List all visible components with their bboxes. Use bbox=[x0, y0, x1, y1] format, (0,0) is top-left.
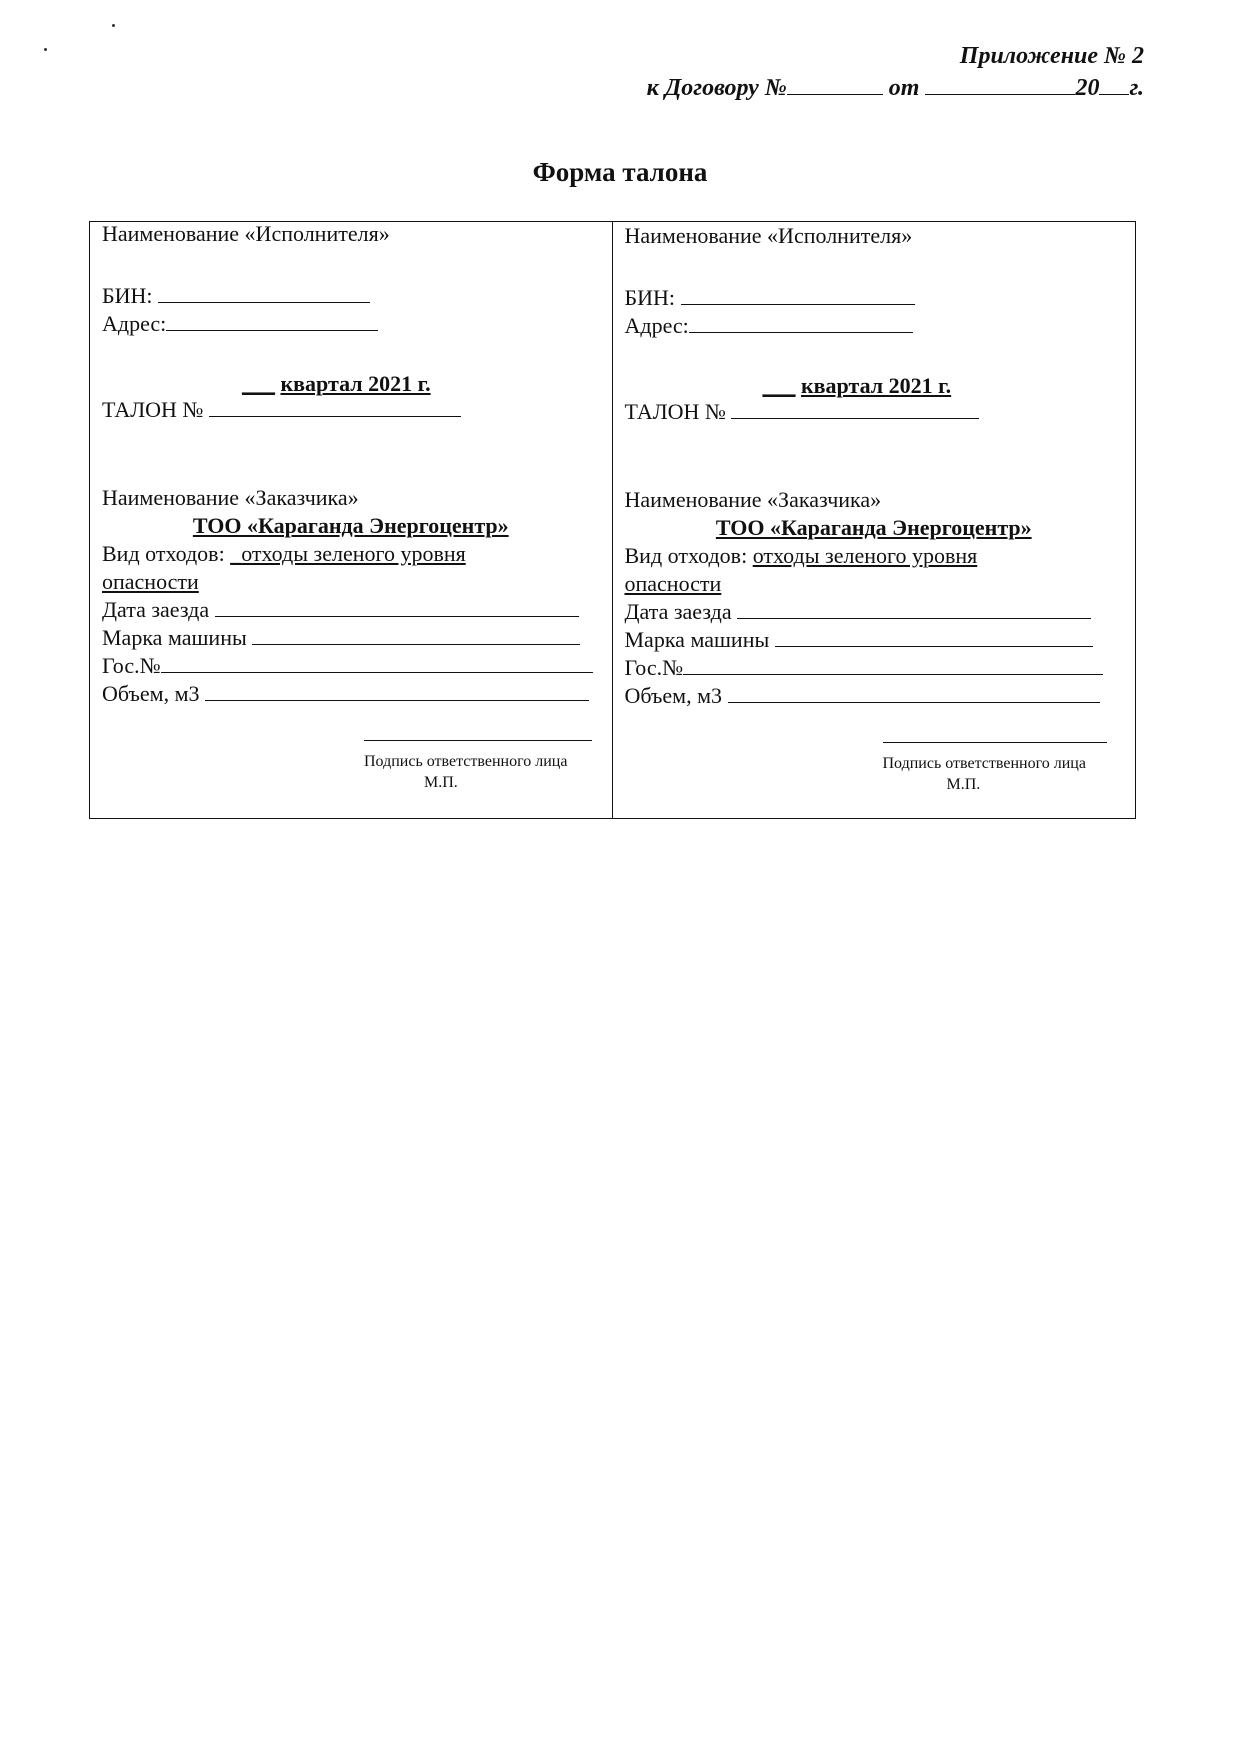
contract-reference bbox=[647, 72, 1144, 104]
signature-caption: Подпись ответственного лица bbox=[364, 753, 568, 770]
volume-label: Объем, м3 bbox=[102, 681, 200, 706]
quarter-row bbox=[763, 372, 952, 400]
customer-name: ТОО «Караганда Энергоцентр» bbox=[192, 513, 509, 538]
signature-line bbox=[883, 742, 1107, 743]
bin-row bbox=[102, 282, 370, 310]
waste-row bbox=[102, 540, 466, 568]
contract-prefix: к Договору № bbox=[646, 75, 787, 101]
customer-name: ТОО «Караганда Энергоцентр» bbox=[715, 515, 1032, 540]
appendix-header bbox=[647, 40, 1144, 104]
ticket-number-label: ТАЛОН № bbox=[102, 397, 204, 422]
signature-line bbox=[364, 740, 592, 741]
address-label: Адрес: bbox=[102, 311, 167, 336]
scan-speck bbox=[44, 48, 47, 51]
car-model-label: Марка машины bbox=[102, 625, 247, 650]
address-label: Адрес: bbox=[624, 313, 689, 338]
executor-label: Наименование «Исполнителя» bbox=[102, 221, 390, 246]
ticket-form-table bbox=[89, 221, 1136, 819]
plate-blank bbox=[161, 652, 593, 673]
car-model-blank bbox=[252, 624, 580, 645]
volume-blank bbox=[205, 680, 589, 701]
ticket-right bbox=[613, 222, 1136, 818]
ticket-number-label: ТАЛОН № bbox=[624, 399, 726, 424]
address-row bbox=[102, 310, 378, 338]
car-model-row bbox=[625, 626, 1093, 654]
stamp-label: М.П. bbox=[946, 776, 981, 793]
arrival-date-row bbox=[102, 596, 579, 624]
ticket-left bbox=[90, 222, 613, 818]
quarter-blank: ___ bbox=[762, 373, 796, 398]
plate-row bbox=[102, 652, 593, 680]
bin-label: БИН: bbox=[102, 283, 153, 308]
waste-value-continued: опасности bbox=[624, 571, 722, 596]
quarter-text: квартал 2021 г. bbox=[801, 373, 952, 398]
volume-row bbox=[102, 680, 589, 708]
volume-row bbox=[625, 682, 1100, 710]
arrival-date-row bbox=[625, 598, 1092, 626]
address-row bbox=[625, 312, 913, 340]
scan-speck bbox=[112, 24, 115, 27]
car-model-row bbox=[102, 624, 580, 652]
address-blank bbox=[689, 312, 913, 333]
waste-value: отходы зеленого уровня bbox=[752, 543, 978, 568]
bin-row bbox=[625, 284, 915, 312]
executor-label: Наименование «Исполнителя» bbox=[624, 223, 913, 248]
contract-date-blank bbox=[925, 72, 1075, 95]
arrival-date-blank bbox=[737, 598, 1091, 619]
page-title: Форма талона bbox=[532, 157, 708, 187]
car-model-label: Марка машины bbox=[624, 627, 770, 652]
address-blank bbox=[166, 310, 378, 331]
contract-from: от bbox=[888, 75, 920, 101]
quarter-text: квартал 2021 г. bbox=[280, 371, 431, 396]
contract-year-blank bbox=[1099, 72, 1129, 95]
contract-number-blank bbox=[787, 72, 883, 95]
waste-label: Вид отходов: bbox=[102, 541, 225, 566]
bin-blank bbox=[681, 284, 915, 305]
customer-label: Наименование «Заказчика» bbox=[102, 485, 359, 510]
car-model-blank bbox=[775, 626, 1093, 647]
quarter-row bbox=[242, 370, 431, 398]
plate-row bbox=[625, 654, 1104, 682]
arrival-date-label: Дата заезда bbox=[102, 597, 210, 622]
signature-caption: Подпись ответственного лица bbox=[882, 755, 1086, 772]
ticket-number-row bbox=[102, 396, 461, 424]
arrival-date-blank bbox=[215, 596, 579, 617]
waste-value-continued: опасности bbox=[102, 569, 199, 594]
waste-row bbox=[625, 542, 978, 570]
bin-blank bbox=[158, 282, 370, 303]
contract-year: 20 bbox=[1075, 75, 1100, 101]
ticket-number-blank bbox=[209, 396, 461, 417]
waste-value: _отходы зеленого уровня bbox=[230, 541, 466, 566]
waste-label: Вид отходов: bbox=[624, 543, 748, 568]
quarter-blank: ___ bbox=[242, 371, 275, 396]
plate-label: Гос.№ bbox=[102, 653, 161, 678]
stamp-label: М.П. bbox=[424, 774, 458, 791]
ticket-number-blank bbox=[731, 398, 979, 419]
plate-label: Гос.№ bbox=[624, 655, 684, 680]
contract-suffix: г. bbox=[1129, 75, 1144, 101]
appendix-label: Приложение № 2 bbox=[959, 43, 1144, 69]
ticket-number-row bbox=[625, 398, 980, 426]
bin-label: БИН: bbox=[624, 285, 676, 310]
arrival-date-label: Дата заезда bbox=[624, 599, 732, 624]
volume-blank bbox=[728, 682, 1100, 703]
customer-label: Наименование «Заказчика» bbox=[624, 487, 882, 512]
plate-blank bbox=[683, 654, 1103, 675]
volume-label: Объем, м3 bbox=[624, 683, 723, 708]
